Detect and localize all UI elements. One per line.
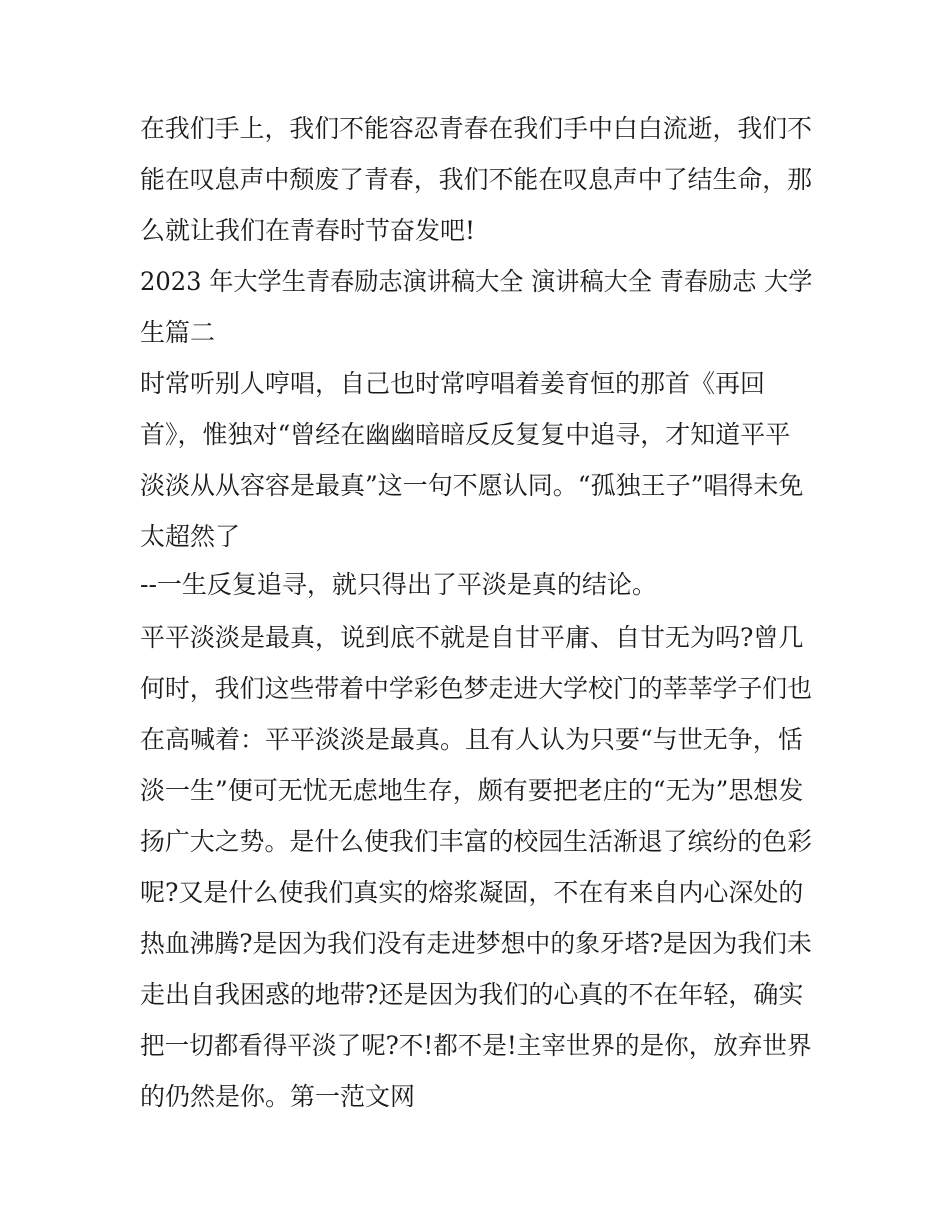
- section-heading-line: 生篇二: [140, 318, 216, 347]
- text-line: 平平淡淡是最真，说到底不就是自甘平庸、自甘无为吗?曾几: [140, 623, 804, 652]
- text-line: 能在叹息声中颓废了青春，我们不能在叹息声中了结生命，那: [140, 165, 813, 194]
- text-line: 在我们手上，我们不能容忍青春在我们手中白白流逝，我们不: [140, 114, 813, 143]
- text-line: 走出自我困惑的地带?还是因为我们的心真的不在年轻，确实: [140, 980, 804, 1009]
- section-heading-line: 2023 年大学生青春励志演讲稿大全 演讲稿大全 青春励志 大学: [140, 267, 813, 296]
- text-line: 扬广大之势。是什么使我们丰富的校园生活渐退了缤纷的色彩: [140, 827, 813, 856]
- text-line: 把一切都看得平淡了呢?不!都不是!主宰世界的是你，放弃世界: [140, 1031, 812, 1060]
- text-line: 太超然了: [140, 522, 241, 551]
- text-line: 淡一生”便可无忧无虑地生存，颇有要把老庄的“无为”思想发: [140, 776, 804, 805]
- text-line: 何时，我们这些带着中学彩色梦走进大学校门的莘莘学子们也: [140, 674, 813, 703]
- text-line: 首》，惟独对“曾经在幽幽暗暗反反复复中追寻，才知道平平: [140, 420, 791, 449]
- text-line: 淡淡从从容容是最真”这一句不愿认同。“孤独王子”唱得未免: [140, 471, 804, 500]
- text-line: 么就让我们在青春时节奋发吧!: [140, 216, 476, 245]
- text-line: 时常听别人哼唱，自己也时常哼唱着姜育恒的那首《再回: [140, 369, 766, 398]
- text-line: 在高喊着：平平淡淡是最真。且有人认为只要“与世无争，恬: [140, 725, 803, 754]
- text-line: --一生反复追寻，就只得出了平淡是真的结论。: [140, 570, 657, 599]
- text-line: 呢?又是什么使我们真实的熔浆凝固，不在有来自内心深处的: [140, 878, 804, 907]
- text-line: 热血沸腾?是因为我们没有走进梦想中的象牙塔?是因为我们未: [140, 929, 812, 958]
- text-line: 的仍然是你。第一范文网: [140, 1082, 416, 1111]
